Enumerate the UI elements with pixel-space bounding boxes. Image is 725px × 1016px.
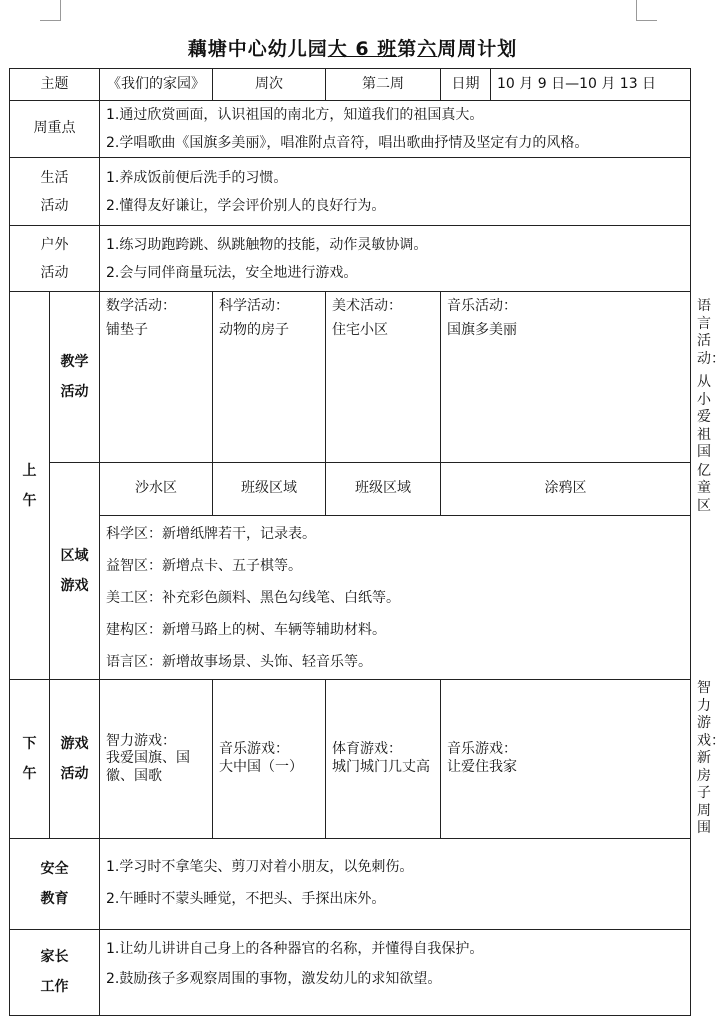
parents-content: [100, 929, 691, 1015]
morning-teaching-row: 上 午 教学 活动 数学活动： 铺垫子 科学活动： 动物的房子 美术活动： 住宅小区 音乐活动： 国旗多美丽 语言活动： 从小爱祖国: [10, 292, 691, 463]
week-label: 周次: [213, 69, 326, 101]
game-type: 体育游戏：: [332, 741, 402, 758]
afternoon-label-line1: 下: [22, 735, 37, 752]
focus-content: [100, 101, 691, 158]
game-type: 音乐游戏：: [219, 741, 289, 758]
teaching-activity: [326, 292, 441, 463]
parents-item: 1.让幼儿讲讲自己身上的各种器官的名称，并懂得自我保护。: [106, 940, 484, 957]
date-label: 日期: [441, 69, 491, 101]
area-name: 沙水区: [100, 462, 213, 516]
life-item: 1.养成饭前便后洗手的习惯。: [106, 169, 288, 186]
afternoon-game: [326, 680, 441, 839]
outdoor-label-line2: 活动: [40, 264, 69, 281]
life-label-line1: 生活: [40, 169, 69, 186]
game-label: [50, 680, 100, 839]
area-note: 益智区：新增点卡、五子棋等。: [106, 557, 302, 574]
safety-row: [10, 838, 691, 929]
area-note: 语言区：新增故事场景、头饰、轻音乐等。: [106, 653, 372, 670]
life-item: 2.懂得友好谦让，学会评价别人的良好行为。: [106, 197, 386, 214]
game-name: 我爱国旗、国徽、国歌: [106, 750, 190, 784]
focus-item: 2.学唱歌曲《国旗多美丽》，唱准附点音符，唱出歌曲抒情及坚定有力的风格。: [106, 135, 589, 151]
activity-type: 数学活动：: [106, 298, 176, 314]
outdoor-item: 1.练习助跑跨跳、纵跳触物的技能，动作灵敏协调。: [106, 236, 428, 253]
game-name: 大中国（一）: [219, 758, 303, 775]
area-name: 班级区域: [213, 462, 326, 516]
afternoon-game: [100, 680, 213, 839]
title-week-number: 六: [417, 38, 438, 60]
weekly-plan-table: [9, 68, 725, 1016]
title-class: 大 6 班: [327, 38, 398, 60]
outdoor-content: [100, 226, 691, 292]
title-di: 第: [397, 38, 418, 60]
afternoon-label-line2: 午: [22, 765, 37, 782]
outdoor-label-line1: 户外: [40, 236, 69, 253]
parents-label-line2: 工作: [40, 979, 69, 995]
morning-label-line2: 午: [22, 492, 37, 509]
safety-label-line1: 安全: [40, 860, 69, 877]
safety-content: [100, 838, 691, 929]
header-row: [10, 69, 691, 101]
parents-row: [10, 929, 691, 1015]
theme-value: 《我们的家园》: [100, 69, 213, 101]
morning-label-line1: 上: [22, 462, 37, 479]
date-value: 10 月 9 日—10 月 13 日: [491, 69, 691, 101]
page-corner-mark-left: [40, 0, 61, 21]
theme-label: 主题: [10, 69, 100, 101]
afternoon-game: [213, 680, 326, 839]
afternoon-game: [441, 680, 691, 839]
title-suffix: 周周计划: [437, 38, 518, 60]
focus-label: 周重点: [10, 101, 100, 158]
area-notes: [100, 516, 691, 680]
activity-type: 音乐活动：: [447, 298, 517, 314]
outdoor-row: [10, 226, 691, 292]
area-names-row: 区域 游戏 沙水区 班级区域 班级区域 涂鸦区 亿童区: [10, 462, 691, 516]
activity-name: 动物的房子: [219, 321, 289, 338]
game-type: 音乐游戏：: [447, 741, 517, 758]
activity-name: 国旗多美丽: [447, 321, 517, 338]
area-game-label: [50, 462, 100, 680]
afternoon-label: [10, 680, 50, 839]
game-name: 城门城门几丈高: [332, 758, 430, 775]
parents-label-line1: 家长: [40, 949, 69, 965]
morning-label: [10, 292, 50, 680]
activity-name: 住宅小区: [332, 321, 388, 338]
parents-item: 2.鼓励孩子多观察周围的事物，激发幼儿的求知欲望。: [106, 970, 442, 987]
game-label-line2: 活动: [60, 765, 89, 782]
area-name: 班级区域: [326, 462, 441, 516]
page-corner-mark-right: [636, 0, 657, 21]
focus-item: 1.通过欣赏画面，认识祖国的南北方，知道我们的祖国真大。: [106, 107, 484, 123]
area-note: 建构区：新增马路上的树、车辆等辅助材料。: [106, 621, 386, 638]
area-label-line1: 区域: [60, 547, 89, 564]
teaching-activity: [441, 292, 691, 463]
activity-name: 铺垫子: [106, 321, 148, 338]
afternoon-row: 下 午 游戏 活动 智力游戏： 我爱国旗、国徽、国歌 音乐游戏： 大中国（一） 体育游戏： 城门城门几丈高 音乐游戏： 让爱住我家 智力游戏： 新房子周围: [10, 680, 691, 839]
game-type: 智力游戏：: [106, 732, 176, 749]
safety-label-line2: 教育: [40, 890, 69, 907]
safety-label: [10, 838, 100, 929]
area-note: 科学区：新增纸牌若干，记录表。: [106, 525, 316, 542]
activity-type: 科学活动：: [219, 298, 289, 314]
teaching-activity: [213, 292, 326, 463]
life-label-line2: 活动: [40, 197, 69, 214]
title-school: 藕塘中心幼儿园: [187, 38, 328, 60]
safety-item: 2.午睡时不蒙头睡觉，不把头、手探出床外。: [106, 890, 386, 907]
game-name: 让爱住我家: [447, 758, 517, 775]
teaching-activity: [100, 292, 213, 463]
life-label: [10, 158, 100, 226]
activity-type: 美术活动：: [332, 298, 402, 314]
area-note: 美工区：补充彩色颜料、黑色勾线笔、白纸等。: [106, 589, 400, 606]
week-value: 第二周: [326, 69, 441, 101]
area-notes-row: [10, 516, 691, 680]
outdoor-label: [10, 226, 100, 292]
teaching-label-line2: 活动: [60, 383, 89, 400]
teaching-label: [50, 292, 100, 463]
outdoor-item: 2.会与同伴商量玩法，安全地进行游戏。: [106, 264, 358, 281]
area-label-line2: 游戏: [60, 577, 89, 594]
safety-item: 1.学习时不拿笔尖、剪刀对着小朋友，以免刺伤。: [106, 858, 414, 875]
area-name: 涂鸦区: [441, 462, 691, 516]
teaching-label-line1: 教学: [60, 353, 89, 370]
document-title: [0, 34, 705, 61]
life-row: [10, 158, 691, 226]
focus-row: [10, 101, 691, 158]
game-label-line1: 游戏: [60, 735, 89, 752]
parents-label: [10, 929, 100, 1015]
life-content: [100, 158, 691, 226]
